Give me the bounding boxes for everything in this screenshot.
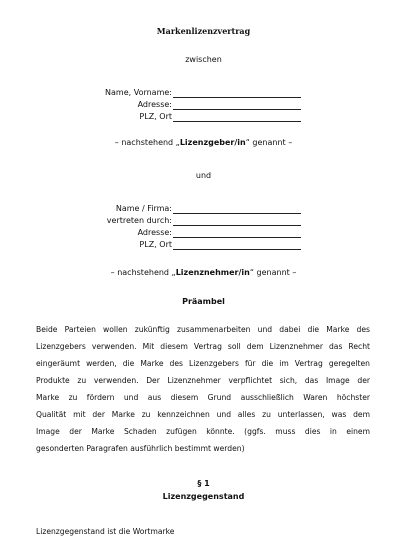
licensee-term: Lizenznehmer/in [175, 268, 250, 277]
represented-by-field[interactable] [173, 217, 301, 226]
preamble-line: Image der Marke Schaden zufügen könnte. (ggfs. muss dies in einem [36, 427, 370, 436]
preamble-line: eingeräumt werden, die Marke des Lizenzgebers für die im Vertrag geregelten [36, 359, 370, 368]
section-number: § 1 [197, 479, 210, 488]
licensee-designation [0, 268, 407, 278]
zip-city-field-label: PLZ, Ort [139, 112, 172, 121]
document-title: Markenlizenzvertrag [156, 26, 251, 36]
and-label: und [195, 171, 212, 180]
between-label: zwischen [185, 55, 222, 64]
section-body: Lizenzgegenstand ist die Wortmarke [36, 527, 175, 536]
address-field-label: Adresse: [137, 100, 172, 109]
licensor-designation [0, 138, 407, 148]
zip-city2-field-label: PLZ, Ort [139, 240, 172, 249]
represented-by-field-label: vertreten durch: [106, 216, 172, 225]
preamble-line: Qualität mit der Marke zu kennzeichnen und alles zu unterlassen, was dem [36, 410, 370, 419]
licensor-term: Lizenzgeber/in [179, 138, 246, 147]
name-field-label: Name, Vorname: [105, 88, 172, 97]
preamble-line: Marke zu fördern und aus diesem Grund ausschließlich Waren höchster [36, 393, 370, 402]
preamble-line: Lizenzgebers verwenden. Mit diesem Vertrag soll dem Lizenznehmer das Recht [36, 342, 370, 351]
designation-prefix: – nachstehend „ [110, 268, 176, 277]
address-field[interactable] [173, 101, 301, 110]
designation-prefix: – nachstehend „ [114, 138, 180, 147]
preamble-line: gesonderten Paragrafen ausführlich bestimmt werden) [36, 444, 245, 453]
company-field-label: Name / Firma: [115, 204, 172, 213]
address2-field-label: Adresse: [137, 228, 172, 237]
preamble-line: Produkte zu verwenden. Der Lizenznehmer verpflichtet sich, das Image der [36, 376, 370, 385]
name-field[interactable] [173, 89, 301, 98]
designation-suffix: “ genannt – [249, 268, 297, 277]
preamble-heading: Präambel [182, 297, 225, 306]
preamble-line: Beide Parteien wollen zukünftig zusammenarbeiten und dabei die Marke des [36, 325, 370, 334]
zip-city-field[interactable] [173, 113, 301, 122]
address2-field[interactable] [173, 229, 301, 238]
company-field[interactable] [173, 205, 301, 214]
section-heading: Lizenzgegenstand [162, 492, 245, 501]
designation-suffix: “ genannt – [245, 138, 293, 147]
zip-city2-field[interactable] [173, 241, 301, 250]
